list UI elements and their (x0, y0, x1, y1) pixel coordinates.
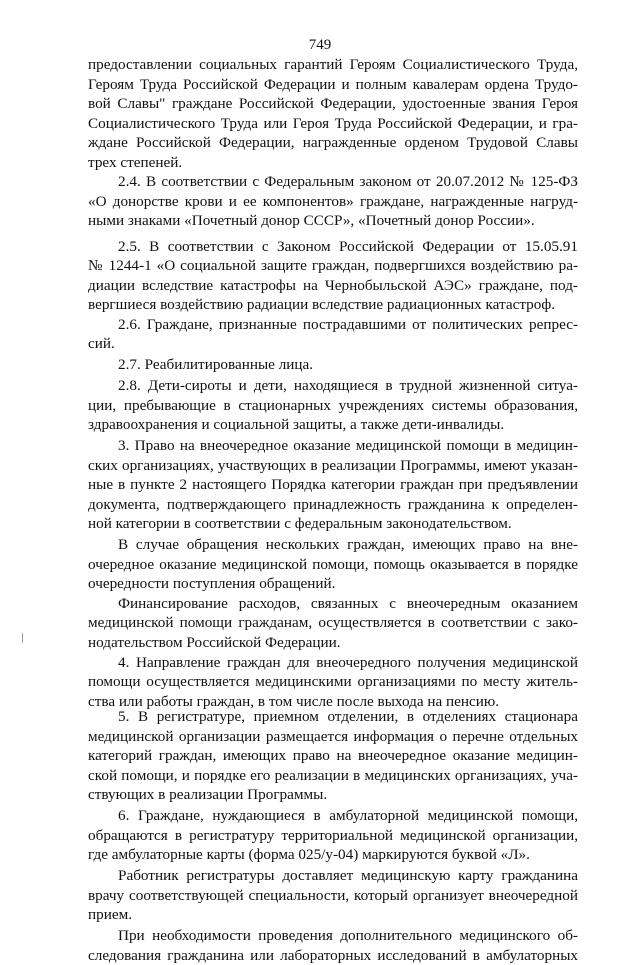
text-line: В случае обращения нескольких граждан, имеющих право на вне- (118, 535, 578, 555)
text-line: Финансирование расходов, связанных с внеочередным оказанием (118, 594, 578, 614)
text-line: 5. В регистратуре, приемном отделении, в отделениях стационара (118, 707, 578, 727)
text-line: обращаются в регистратуру территориальной медицинской организации, (88, 826, 578, 846)
text-line: следования гражданина или лабораторных исследований в амбулаторных (88, 946, 578, 965)
text-line: вой Славы" граждане Российской Федерации, удостоенные звания Героя (88, 94, 578, 114)
text-line: При необходимости проведения дополнительного медицинского об- (118, 926, 578, 946)
text-line: Работник регистратуры доставляет медицинскую карту гражданина (118, 866, 578, 886)
text-line: 2.4. В соответствии с Федеральным законом от 20.07.2012 № 125-ФЗ (118, 172, 578, 192)
text-line: ции, пребывающие в стационарных учреждениях системы образования, (88, 396, 578, 416)
text-line: сий. (88, 334, 578, 354)
text-line: медицинской помощи гражданам, осуществляется в соответствии с зако- (88, 613, 578, 633)
text-line: 2.8. Дети-сироты и дети, находящиеся в трудной жизненной ситуа- (118, 376, 578, 396)
text-line: нодательством Российской Федерации. (88, 633, 578, 653)
text-line: ствующих в реализации Программы. (88, 785, 578, 805)
text-line: Социалистического Труда или Героя Труда Российской Федерации, и гра- (88, 114, 578, 134)
text-line: вергшиеся воздействию радиации вследствие радиационных катастроф. (88, 295, 578, 315)
page-number: 749 (0, 35, 640, 55)
text-line: врачу соответствующей специальности, который организует внеочередной (88, 886, 578, 906)
text-line: 2.7. Реабилитированные лица. (118, 355, 578, 375)
text-line: ства или работы граждан, в том числе после выхода на пенсию. (88, 692, 578, 712)
text-line: «О донорстве крови и ее компонентов» граждане, награжденные нагруд- (88, 192, 578, 212)
text-line: ными знаками «Почетный донор СССР», «Почетный донор России». (88, 211, 578, 231)
text-line: ные в пункте 2 настоящего Порядка категории граждан при предъявлении (88, 475, 578, 495)
text-line: 6. Граждане, нуждающиеся в амбулаторной медицинской помощи, (118, 806, 578, 826)
text-line: ждане Российской Федерации, награжденные орденом Трудовой Славы (88, 133, 578, 153)
text-line: предоставлении социальных гарантий Героям Социалистического Труда, (88, 55, 578, 75)
scan-mark (22, 633, 23, 643)
text-line: медицинской организации размещается информация о перечне отдельных (88, 727, 578, 747)
text-line: очередное оказание медицинской помощи, помощь оказывается в порядке (88, 555, 578, 575)
text-line: категорий граждан, имеющих право на внеочередное оказание медицин- (88, 746, 578, 766)
text-line: помощи осуществляется медицинскими организациями по месту житель- (88, 672, 578, 692)
text-line: диации вследствие катастрофы на Чернобыльской АЭС» граждане, под- (88, 276, 578, 296)
text-line: документа, подтверждающего принадлежность гражданина к определен- (88, 495, 578, 515)
text-line: трех степеней. (88, 153, 578, 173)
text-line: очередности поступления обращений. (88, 574, 578, 594)
text-line: 2.6. Граждане, признанные пострадавшими от политических репрес- (118, 315, 578, 335)
text-line: где амбулаторные карты (форма 025/у-04) маркируются буквой «Л». (88, 845, 578, 865)
text-line: 4. Направление граждан для внеочередного получения медицинской (118, 653, 578, 673)
text-line: № 1244-1 «О социальной защите граждан, подвергшихся воздействию ра- (88, 256, 578, 276)
text-line: ских организациях, участвующих в реализации Программы, имеют указан- (88, 456, 578, 476)
text-line: ской помощи, и порядке его реализации в медицинских организациях, уча- (88, 766, 578, 786)
text-line: ной категории в соответствии с федеральным законодательством. (88, 514, 578, 534)
text-line: здравоохранения и социальной защиты, а также дети-инвалиды. (88, 415, 578, 435)
text-line: 2.5. В соответствии с Законом Российской Федерации от 15.05.91 (118, 237, 578, 257)
text-line: 3. Право на внеочередное оказание медицинской помощи в медицин- (118, 436, 578, 456)
text-line: прием. (88, 905, 578, 925)
text-line: Героям Труда Российской Федерации и полным кавалерам ордена Трудо- (88, 75, 578, 95)
